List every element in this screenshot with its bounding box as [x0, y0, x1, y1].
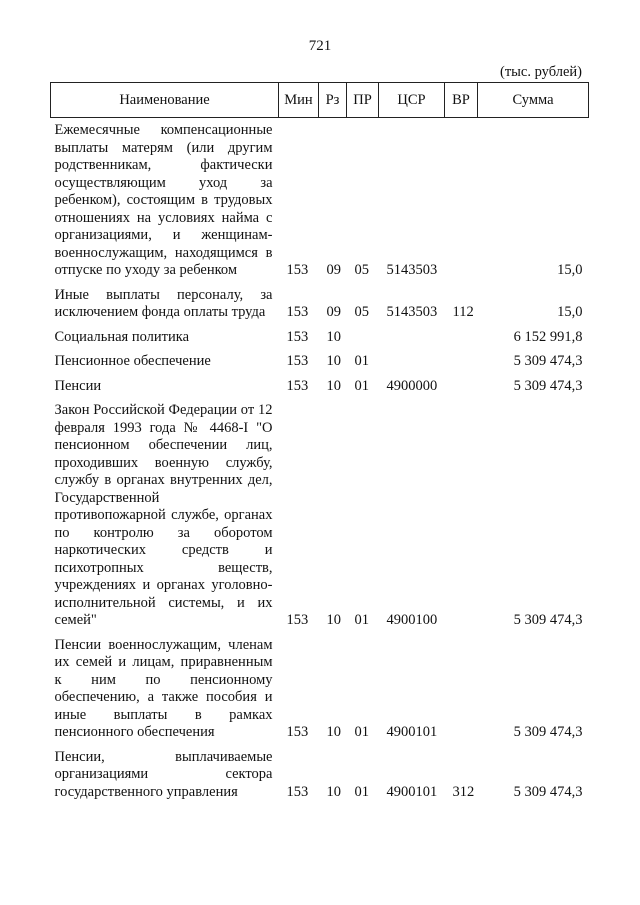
row-pr: 01	[354, 783, 369, 800]
row-name: Иные выплаты персоналу, за исключением фонда оплаты труда	[54, 286, 273, 320]
table-row	[51, 633, 589, 745]
header-vr: ВР	[445, 83, 478, 118]
row-pr: 01	[354, 724, 369, 740]
row-sum: 5 309 474,3	[513, 353, 583, 369]
header-rz: Рз	[319, 83, 347, 118]
row-rz: 10	[326, 612, 341, 628]
table-header	[51, 83, 589, 118]
row-pr: 01	[354, 612, 369, 628]
row-csr: 4900101	[386, 724, 438, 740]
row-rz: 10	[326, 377, 341, 394]
row-csr: 4900000	[386, 377, 438, 394]
row-rz: 10	[326, 353, 341, 369]
row-name: Пенсии	[54, 377, 102, 394]
row-rz: 09	[326, 304, 341, 320]
table-row	[51, 745, 589, 805]
row-min: 153	[286, 304, 309, 320]
row-rz: 09	[326, 262, 341, 278]
row-sum: 5 309 474,3	[513, 377, 583, 394]
row-sum: 15,0	[557, 304, 583, 320]
row-vr: 312	[452, 783, 475, 800]
row-sum: 5 309 474,3	[513, 612, 583, 628]
row-rz: 10	[326, 783, 341, 800]
row-csr: 5143503	[386, 304, 438, 320]
row-min: 153	[286, 377, 309, 394]
row-pr	[347, 325, 379, 350]
row-vr: 112	[452, 304, 474, 320]
page-number: 721	[308, 38, 332, 54]
row-name: Пенсии военнослужащим, членам их семей и лицам, приравненным к ним по пенсионному обеспечению, а также пособия и иные выплаты в рамках пенсионного обеспечения	[54, 636, 273, 740]
header-min: Мин	[279, 83, 319, 118]
row-min: 153	[286, 612, 309, 628]
row-min: 153	[286, 353, 309, 369]
table-row	[51, 349, 589, 374]
table-body	[51, 118, 589, 805]
row-vr	[445, 374, 478, 399]
table-row	[51, 398, 589, 633]
row-vr	[445, 325, 478, 350]
row-csr	[379, 349, 445, 374]
units-label: (тыс. рублей)	[500, 64, 582, 80]
header-pr: ПР	[347, 83, 379, 118]
row-min: 153	[286, 328, 309, 345]
row-vr	[445, 633, 478, 745]
header-sum: Сумма	[478, 83, 589, 118]
row-pr: 01	[354, 377, 369, 394]
row-pr: 05	[354, 262, 369, 278]
row-min: 153	[286, 783, 309, 800]
header-row	[51, 83, 589, 118]
row-vr	[445, 398, 478, 633]
row-csr: 4900101	[386, 783, 438, 800]
row-sum: 5 309 474,3	[513, 724, 583, 740]
header-csr: ЦСР	[379, 83, 445, 118]
budget-table	[50, 82, 589, 804]
row-rz: 10	[326, 328, 341, 345]
row-csr: 5143503	[386, 262, 438, 278]
row-vr	[445, 349, 478, 374]
row-csr: 4900100	[386, 612, 438, 628]
row-name: Социальная политика	[54, 328, 190, 345]
row-pr: 01	[354, 353, 369, 369]
row-sum: 15,0	[557, 262, 583, 278]
table-row	[51, 325, 589, 350]
row-pr: 05	[354, 304, 369, 320]
row-min: 153	[286, 724, 309, 740]
header-name: Наименование	[51, 83, 279, 118]
row-name: Ежемесячные компенсационные выплаты матерям (или другим родственникам, фактически осуществляющим уход за ребенком), состоящим в трудовых отношениях на условиях найма с организациями, и женщинам-военнослужащим, находящимся в отпуске по уходу за ребенком	[54, 122, 273, 278]
table-row	[51, 374, 589, 399]
row-name: Пенсионное обеспечение	[54, 353, 211, 369]
table-row	[51, 283, 589, 325]
row-sum: 6 152 991,8	[513, 328, 583, 345]
row-csr	[379, 325, 445, 350]
row-name: Пенсии, выплачиваемые организациями сектора государственного управления	[54, 748, 273, 800]
row-sum: 5 309 474,3	[513, 783, 583, 800]
row-min: 153	[286, 262, 309, 278]
row-rz: 10	[326, 724, 341, 740]
row-vr	[445, 118, 478, 283]
table-row	[51, 118, 589, 283]
row-name: Закон Российской Федерации от 12 февраля 1993 года № 4468-I "О пенсионном обеспечении лиц, проходивших военную службу, службу в органах внутренних дел, Государственной противопожарной службе, органах по контролю за оборотом наркотических средств и психотропных веществ, учреждениях и органах уголовно-исполнительной системы, и их семей"	[54, 402, 273, 628]
